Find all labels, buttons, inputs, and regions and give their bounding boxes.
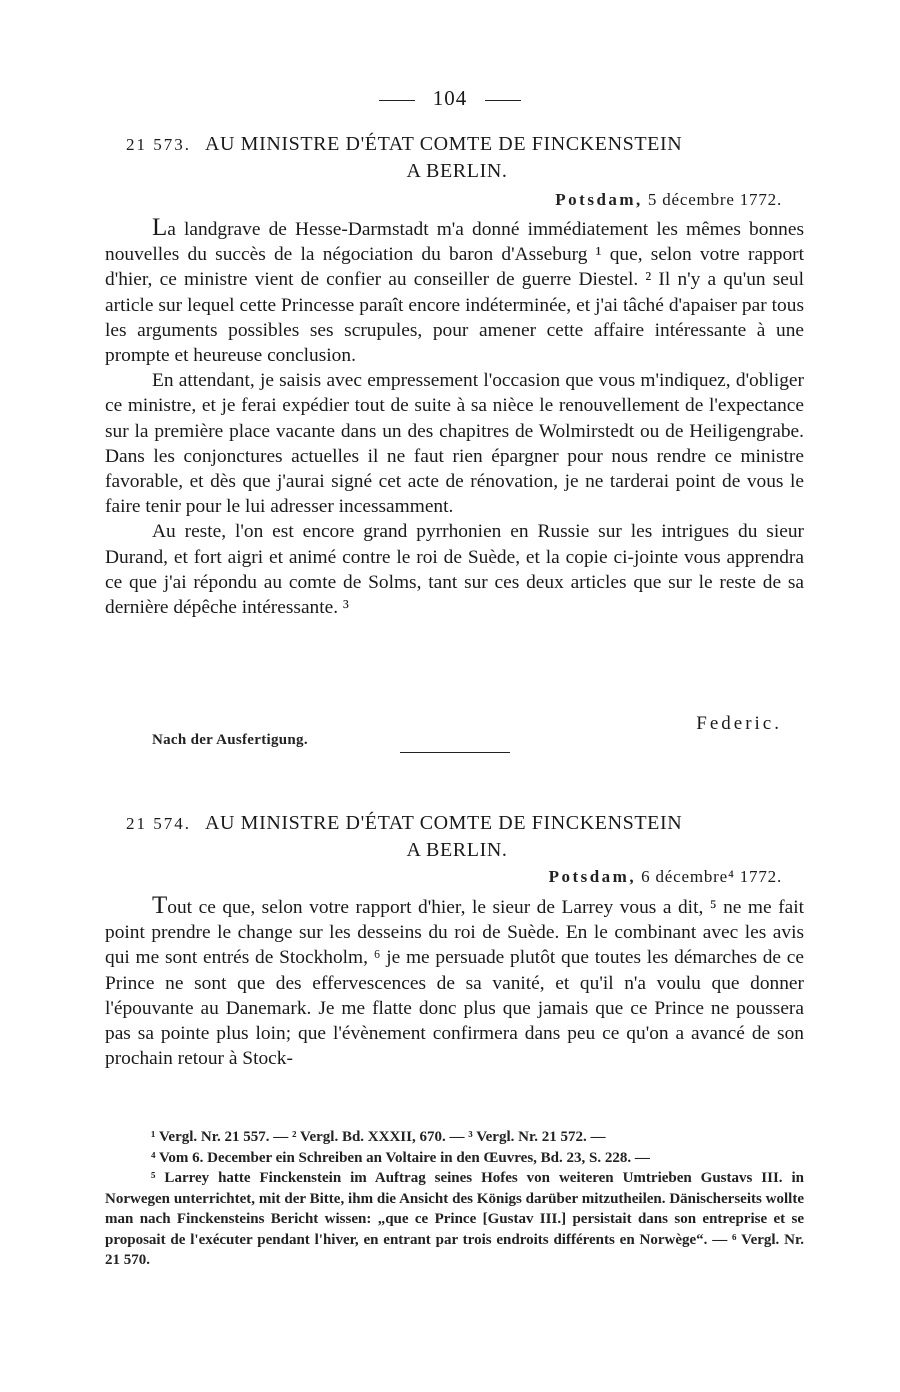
letter-title-line2: A BERLIN. — [406, 160, 508, 182]
header-dash-left — [379, 100, 415, 101]
paragraph-text: Au reste, l'on est encore grand pyrrhonien en Russie sur les intrigues du sieur Durand, et fort aigri et animé contre le roi de Suède, et la copie ci-jointe vous apprendra ce que j'ai répondu au comte de Solms, tant sur ces deux articles que sur le reste de sa dernière dépêche intéressante. ³ — [105, 521, 804, 619]
letter-number: 21 574. — [126, 814, 191, 833]
letter-paragraph — [105, 893, 804, 1071]
letter-place: Potsdam, — [548, 867, 637, 886]
paragraph-text: a landgrave de Hesse-Darmstadt m'a donné immédiatement les mêmes bonnes nouvelles du succès de la négociation du baron d'Asseburg ¹ que, selon votre rapport d'hier, ce ministre vient de confier au conseiller de guerre Diestel. ² Il n'y a qu'un seul article sur lequel cette Princesse paraît encore indéterminée, et j'ai tâché d'apaiser par tous les arguments possibles ses scrupules, pour amener cette affaire intéressante à une prompte et heureuse conclusion. — [105, 219, 804, 367]
paragraph-text: out ce que, selon votre rapport d'hier, le sieur de Larrey vous a dit, ⁵ ne me fait point prendre le change sur les desseins du roi de Suède. En le combinant avec les avis qui me sont entrés de Stockholm, ⁶ je me persuade plutôt que toutes les démarches de ce Prince ne sont que des effervescences de sa vanité, et qu'il n'a voulu que donner l'épouvante au Danemark. Je me flatte donc plus que jamais que ce Prince ne poussera pas sa pointe plus loin; que l'évènement confirmera dans peu ce qu'on a avancé de son prochain retour à Stock- — [105, 897, 804, 1070]
letter-paragraph — [105, 519, 804, 620]
footnotes — [105, 1127, 804, 1271]
signature: Federic. — [696, 713, 782, 734]
letter-title-line1: AU MINISTRE D'ÉTAT COMTE DE FINCKENSTEIN — [205, 812, 683, 834]
page-header — [0, 86, 900, 111]
paragraph-text: En attendant, je saisis avec empressement l'occasion que vous m'indiquez, d'obliger ce ministre, et je ferai expédier tout de suite à sa nièce le renouvellement de l'expectance sur la première place vacante dans un des chapitres de Wolmirstedt ou de Heiligengrabe. Dans les conjonctures actuelles il ne faut rien épargner pour nous rendre ce ministre favorable, et dès que j'aurai signé cet acte de rénovation, je ne tarderai point de vous le faire tenir pour le lui adresser incessamment. — [105, 370, 804, 518]
letter-title-line1: AU MINISTRE D'ÉTAT COMTE DE FINCKENSTEIN — [205, 133, 683, 155]
letter-dateline — [549, 867, 782, 887]
drop-cap: T — [152, 892, 168, 919]
footnote-line: ¹ Vergl. Nr. 21 557. — ² Vergl. Bd. XXXII, 670. — ³ Vergl. Nr. 21 572. — — [151, 1129, 606, 1145]
letter-body — [105, 215, 804, 620]
letter-date: 5 décembre 1772. — [647, 190, 782, 209]
footnote-line: ⁴ Vom 6. December ein Schreiben an Voltaire in den Œuvres, Bd. 23, S. 228. — — [151, 1149, 650, 1166]
page-number: 104 — [432, 86, 468, 110]
letter-body — [105, 893, 804, 1071]
letter-place: Potsdam, — [555, 190, 643, 209]
letter-date: 6 décembre⁴ 1772. — [641, 867, 782, 886]
letter-heading — [126, 810, 788, 863]
letter-paragraph — [105, 368, 804, 519]
section-divider — [400, 752, 510, 753]
letter-paragraph — [105, 215, 804, 368]
source-note: Nach der Ausfertigung. — [152, 732, 308, 748]
drop-cap: L — [152, 214, 168, 241]
letter-heading — [126, 131, 788, 184]
letter-dateline — [555, 190, 782, 210]
letter-number: 21 573. — [126, 135, 191, 154]
letter-title-line2: A BERLIN. — [406, 839, 508, 861]
header-dash-right — [485, 100, 521, 101]
footnote-line: ⁵ Larrey hatte Finckenstein im Auftrag seines Hofes von weiteren Umtrieben Gustavs III. in Norwegen unterrichtet, mit der Bitte, ihm die Ansicht des Königs darüber mitzutheilen. Dänischerseits wollte man nach Finckensteins Bericht wissen: „que ce Prince [Gustav III.] persistait dans son entreprise et se proposait de l'exécuter pendant l'hiver, en entrant par trois endroits différents en Norwège“. — ⁶ Vergl. Nr. 21 570. — [105, 1170, 804, 1268]
